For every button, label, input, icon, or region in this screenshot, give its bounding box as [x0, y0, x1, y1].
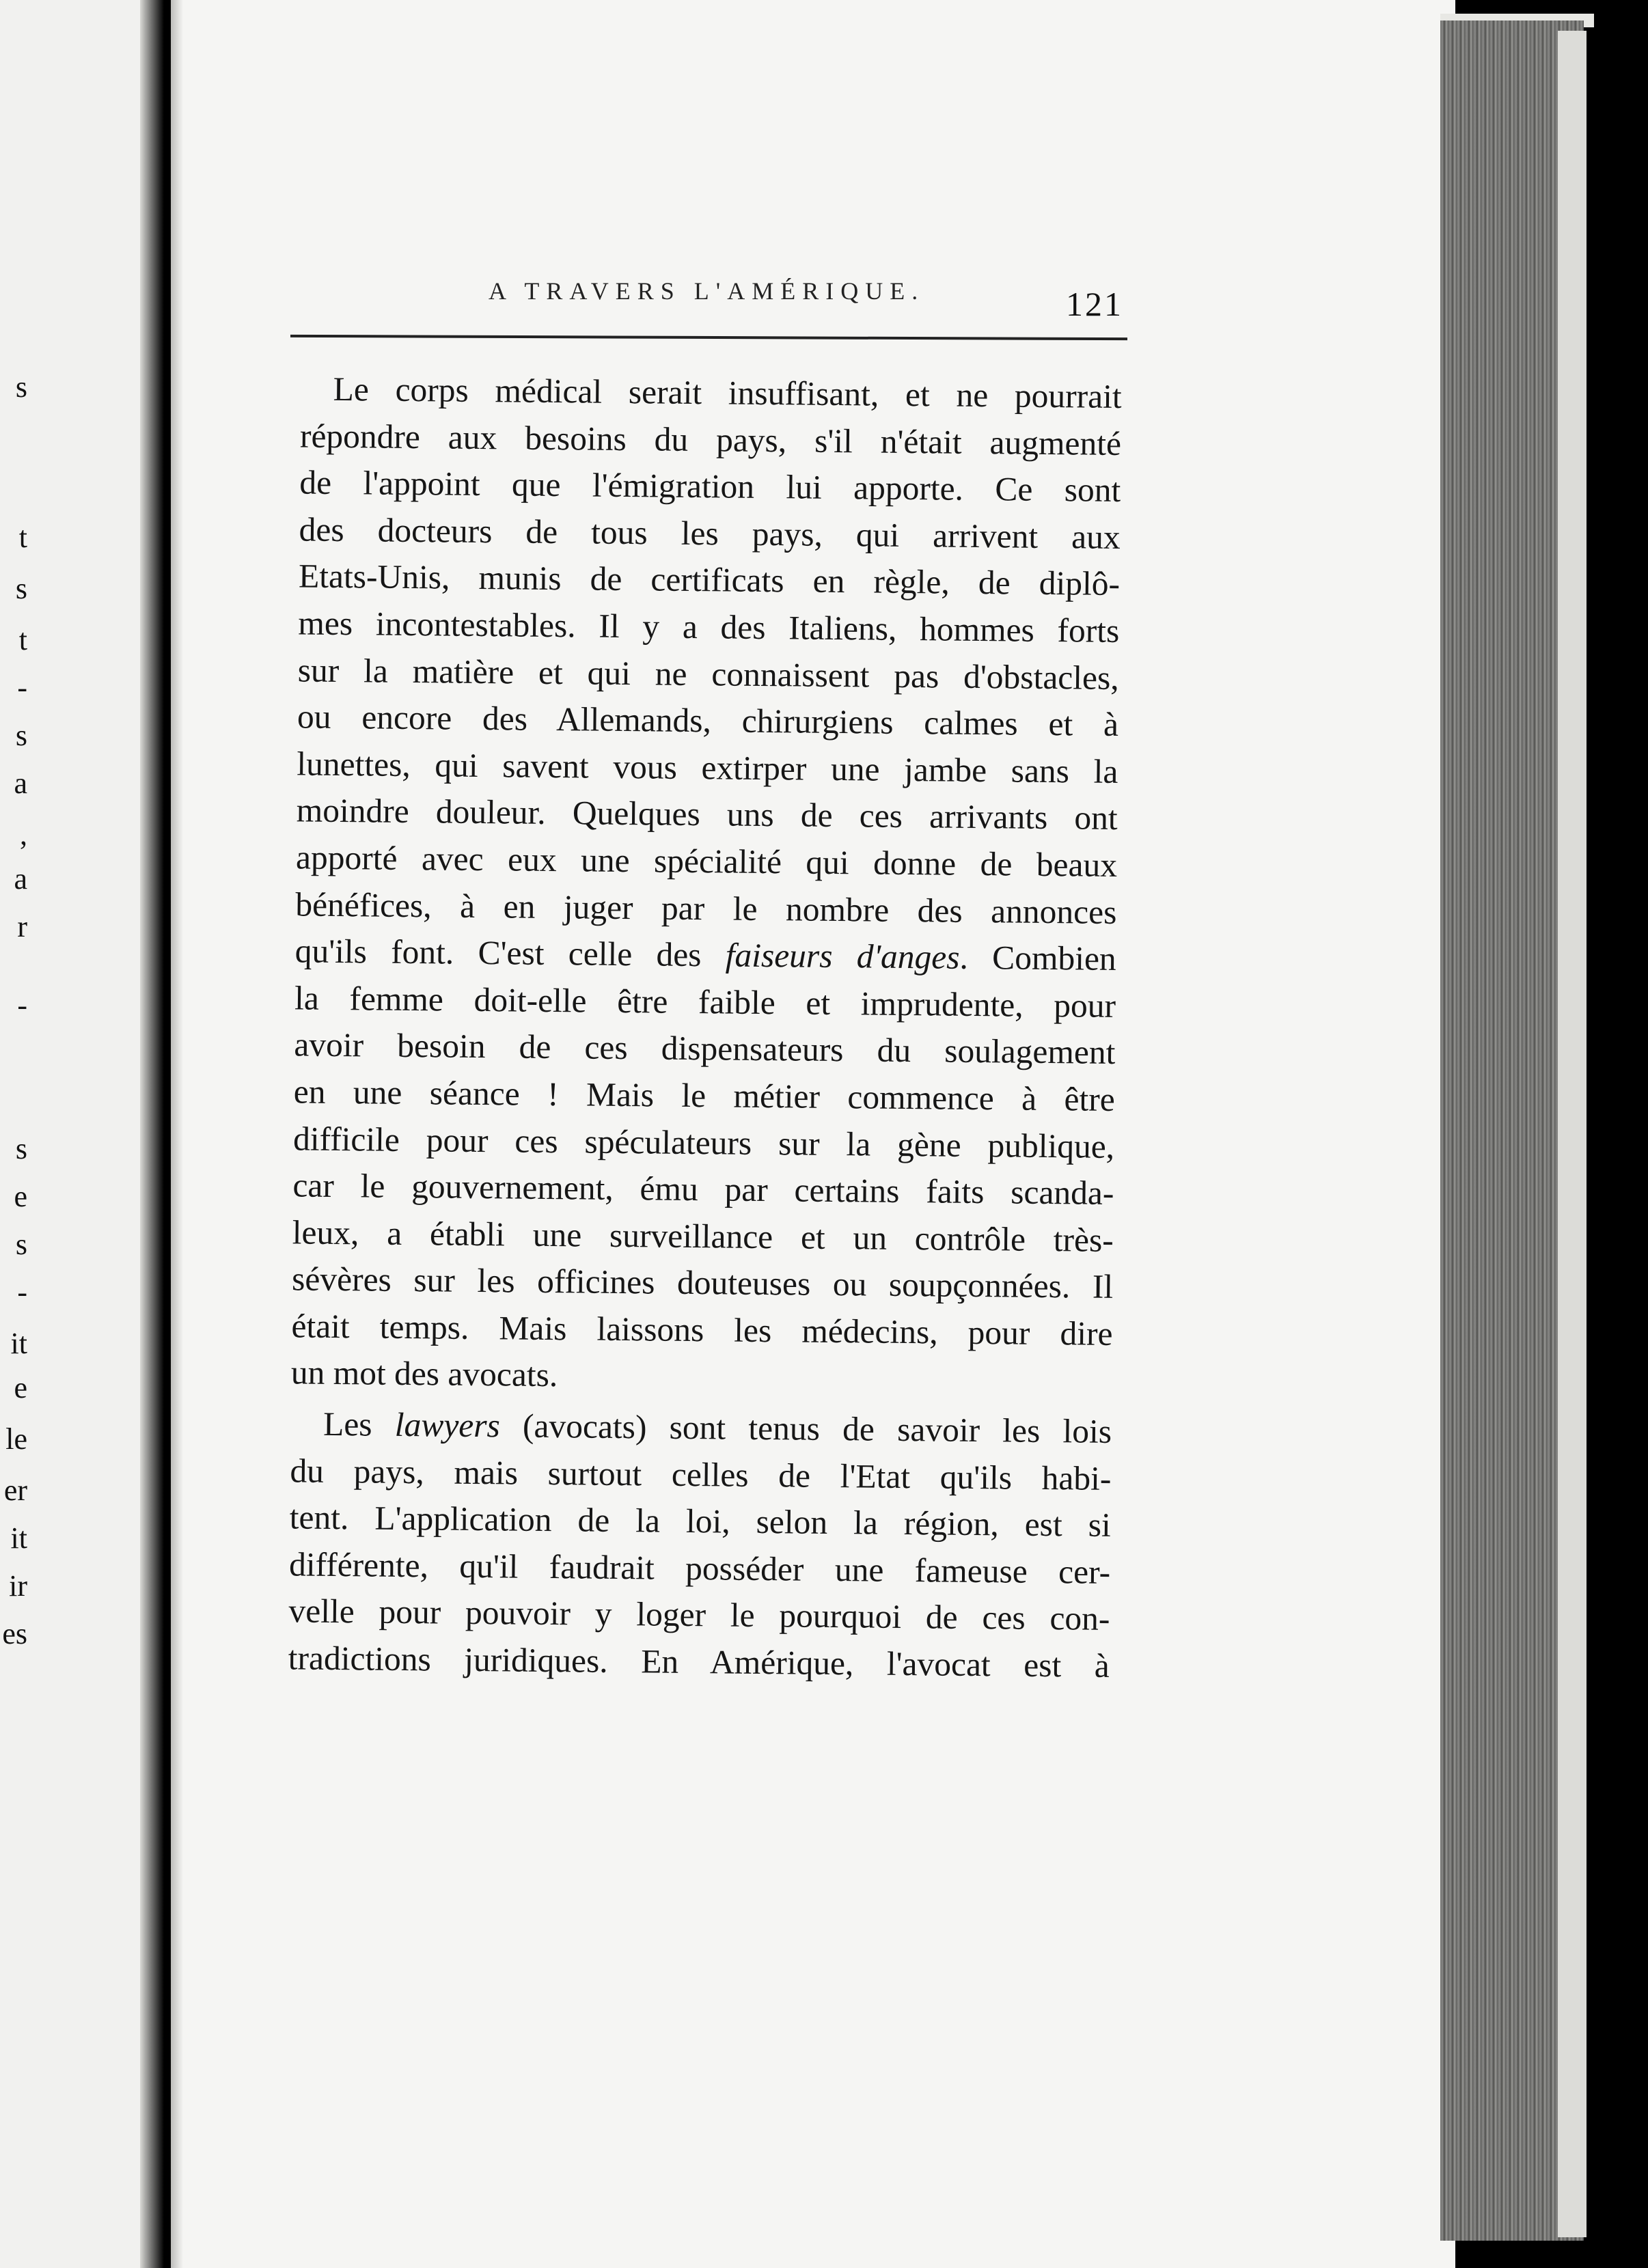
- text-line: lunettes, qui savent vous extirper une jambe sans la: [297, 745, 1118, 790]
- text-line: du pays, mais surtout celles de l'Etat qu'ils habi-: [290, 1452, 1112, 1497]
- text-line: avoir besoin de ces dispensateurs du soulagement: [294, 1025, 1116, 1072]
- left-page-fragment: s: [15, 1228, 27, 1261]
- book-gutter: [140, 0, 174, 2268]
- text-line: Etats-Unis, munis de certificats en règle, de diplô-: [298, 557, 1121, 603]
- text-line: de l'appoint que l'émigration lui apporte. Ce sont: [299, 463, 1121, 510]
- text-line: répondre aux besoins du pays, s'il n'était augmenté: [299, 417, 1122, 462]
- left-page-fragment: er: [3, 1474, 27, 1507]
- left-page-fragment: es: [2, 1617, 27, 1650]
- left-page-fragment: -: [17, 988, 27, 1022]
- text-line: sur la matière et qui ne connaissent pas d'obstacles,: [297, 651, 1119, 697]
- text-line: un mot des avocats.: [290, 1353, 558, 1394]
- paragraph-2: [256, 1400, 1112, 1690]
- left-page-fragment: a: [14, 862, 27, 896]
- left-page-fragment: t: [18, 521, 27, 554]
- text-line: bénéfices, à en juger par le nombre des annonces: [295, 885, 1117, 931]
- text-line: Le corps médical serait insuffisant, et ne pourrait: [333, 370, 1122, 415]
- text-line: était temps. Mais laissons les médecins, pour dire: [291, 1307, 1113, 1353]
- text-line: qu'ils font. C'est celle des faiseurs d'anges. Combien: [294, 932, 1116, 978]
- left-page-fragment: e: [14, 1371, 27, 1405]
- left-page-fragment: -: [17, 1275, 27, 1309]
- text-line: en une séance ! Mais le métier commence à être: [293, 1073, 1116, 1118]
- text-line: car le gouvernement, ému par certains faits scanda-: [292, 1166, 1114, 1213]
- text-line: sévères sur les officines douteuses ou soupçonnées. Il: [291, 1260, 1114, 1306]
- text-line: mes incontestables. Il y a des Italiens, hommes forts: [298, 604, 1120, 650]
- left-page-fragment: s: [15, 1132, 27, 1165]
- paragraph-1: [258, 365, 1122, 1405]
- left-page-fragment: it: [10, 1327, 27, 1360]
- text-line: des docteurs de tous les pays, qui arrivent aux: [299, 510, 1121, 556]
- left-page-fragment: s: [15, 719, 27, 752]
- text-line: moindre douleur. Quelques uns de ces arrivants ont: [296, 791, 1118, 838]
- left-page-fragment: it: [10, 1521, 27, 1555]
- left-page-fragment: s: [15, 370, 27, 404]
- page-edges-light: [1558, 31, 1587, 2237]
- left-page-fragment: a: [14, 766, 27, 800]
- body-text: [256, 365, 1122, 1690]
- text-line: ou encore des Allemands, chirurgiens calmes et à: [297, 697, 1119, 744]
- text-line: tent. L'application de la loi, selon la région, est si: [289, 1498, 1112, 1545]
- italic-phrase: faiseurs d'anges: [725, 936, 960, 976]
- text-line: Les lawyers (avocats) sont tenus de savoir les lois: [322, 1405, 1112, 1450]
- text-line: leux, a établi une surveillance et un contrôle très-: [292, 1213, 1114, 1259]
- page-number: 121: [1066, 285, 1123, 323]
- left-page-fragment: t: [18, 623, 27, 656]
- left-page-fragment: -: [17, 671, 27, 704]
- text-line: la femme doit-elle être faible et imprudente, pour: [294, 979, 1116, 1025]
- left-page-fragment: e: [14, 1180, 27, 1213]
- left-page-fragment: ,: [20, 818, 27, 851]
- left-page-fragment: le: [5, 1422, 27, 1456]
- text-line: difficile pour ces spéculateurs sur la gène publique,: [292, 1119, 1115, 1165]
- italic-word: lawyers: [394, 1405, 501, 1445]
- text-line: différente, qu'il faudrait posséder une fameuse cer-: [288, 1545, 1111, 1591]
- text-line: apporté avec eux une spécialité qui donne de beaux: [295, 838, 1118, 884]
- left-page-fragment: ir: [9, 1569, 27, 1603]
- page-shadow: [171, 0, 183, 2268]
- left-page-fragment: r: [17, 910, 27, 943]
- running-head: A TRAVERS L'AMÉRIQUE.: [489, 277, 925, 305]
- text-line: velle pour pouvoir y loger le pourquoi de ces con-: [288, 1592, 1110, 1638]
- left-page-fragment: s: [15, 572, 27, 605]
- text-line: tradictions juridiques. En Amérique, l'avocat est à: [288, 1639, 1110, 1685]
